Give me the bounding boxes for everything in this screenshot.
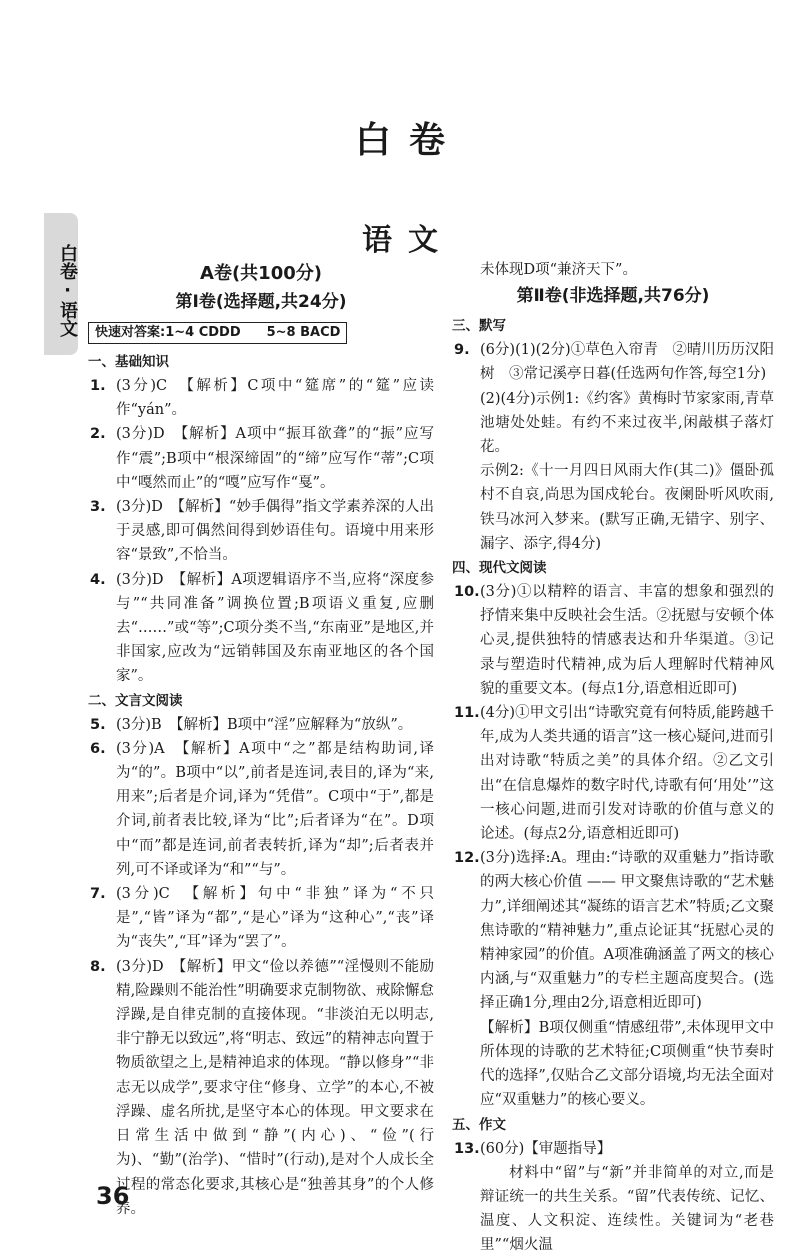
item-number: 11. [454, 705, 480, 722]
item-text: (3分)①以精粹的语言、丰富的想象和强烈的抒情来集中反映社会生活。②抚慰与安顿个体心灵,提供独特的情感表达和升华渠道。③记录与塑造时代精神,成为后人理解时代精神风貌的重要文本。(每点1分,语意相近即可) [480, 584, 774, 697]
page-title: 白卷 [354, 120, 463, 161]
subject-title: 语文 [362, 223, 454, 258]
item-number: 3. [90, 499, 106, 516]
answer-item [452, 580, 774, 701]
item-text: (60分)【审题指导】 [480, 1140, 612, 1157]
item-number: 6. [90, 740, 106, 757]
item-number: 8. [90, 958, 106, 975]
item-text: (3分)C 【解析】C项中“筵席”的“筵”应读作“yán”。 [116, 378, 434, 419]
item-number: 10. [454, 584, 480, 601]
item-text: 材料中“留”与“新”并非简单的对立,而是辩证统一的共生关系。“留”代表传统、记忆、温度、人文积淀、连续性。关键词为“老巷里”“烟火温 [480, 1164, 774, 1254]
page-number: 36 [96, 1182, 130, 1210]
item-text: (3分)A 【解析】A项中“之”都是结构助词,译为“的”。B项中“以”,前者是连词,表目的,译为“来,用来”;后者是介词,译为“凭借”。C项中“于”,都是介词,前者表比较,译为“比”;后者译为“在”。D项中“而”都是连词,前者表转折,译为“却”;后者表并列,可不译或译为“和”“与”。 [116, 740, 434, 878]
item-text: (6分)(1)(2分)①草色入帘青 ②晴川历历汉阳树 ③常记溪亭日暮(任选两句作答,每空1分) [480, 342, 774, 383]
section-heading-essay: 五、作文 [452, 1116, 506, 1133]
section-heading-dictation: 三、默写 [452, 318, 506, 335]
item-number: 5. [90, 716, 106, 733]
item-number: 4. [90, 571, 106, 588]
item-number: 12. [454, 850, 480, 867]
item-text: (3分)D 【解析】A项逻辑语序不当,应将“深度参与”“共同准备”调换位置;B项语义重复,应删去“……”或“等”;C项分类不当,“东南亚”是地区,并非国家,应改为“远销韩国及东南亚地区的各个国家”。 [116, 571, 434, 685]
item-text: (3分)D 【解析】甲文“俭以养德”“淫慢则不能励精,险躁则不能治性”明确要求克制物欲、戒除懈怠浮躁,是自律克制的直接体现。“非淡泊无以明志,非宁静无以致远”,将“明志、致远”的精神志向置于物质欲望之上,是精神追求的体现。“静以修身”“非志无以成学”,要求守住“修身、立学”的本心,不被浮躁、虚名所扰,是坚守本心的体现。甲文要求在日常生活中做到“静”(内心)、“俭”(行为)、“勤”(治学)、“惜时”(行动),是对个人成长全过程的常态化要求,其核心是“独善其身”的个人修养。 [116, 958, 434, 1217]
quick-answer-box: 快速对答案:1~4 CDDD 5~8 BACD [88, 322, 347, 344]
left-column [88, 258, 434, 1221]
answer-item [88, 955, 434, 1221]
item-text: (3分)B 【解析】B项中“淫”应解释为“放纵”。 [116, 716, 413, 733]
item-text: (3分)选择:A。理由:“诗歌的双重魅力”指诗歌的两大核心价值 —— 甲文聚焦诗歌的“艺术魅力”,详细阐述其“凝练的语言艺术”特质;乙文聚焦诗歌的“精神魅力”,重点论证其“抚慰心灵的精神家园”的价值。A项准确涵盖了两文的核心内涵,与“双重魅力”的专栏主题高度契合。(选择正确1分,理由2分,语意相近即可) [480, 850, 774, 1012]
answer-item [452, 846, 774, 1112]
answer-item [452, 1137, 774, 1258]
item-text: (4分)①甲文引出“诗歌究竟有何特质,能跨越千年,成为人类共通的语言”这一核心疑问,进而引出对诗歌“特质之美”的具体介绍。②乙文引出“在信息爆炸的数字时代,诗歌有何‘用处’”这一核心问题,进而引发对诗歌的价值与意义的论述。(每点2分,语意相近即可) [480, 705, 774, 843]
continued-text: 未体现D项“兼济天下”。 [480, 262, 637, 278]
item-text: (3分)D 【解析】A项中“振耳欲聋”的“振”应写作“震”;B项中“根深缔固”的“缔”应写作“蒂”;C项中“嘎然而止”的“嘎”应写作“戛”。 [116, 426, 434, 491]
answer-item [88, 568, 434, 689]
item-text: (3分)D 【解析】“妙手偶得”指文学素养深的人出于灵感,即可偶然间得到妙语佳句。语境中用来形容“景致”,不恰当。 [116, 499, 434, 564]
item-number: 7. [90, 886, 106, 903]
answer-item [88, 422, 434, 495]
item-text: (3分)C 【解析】句中“非独”译为“不只是”,“皆”译为“都”,“是心”译为“这种心”,“丧”译为“丧失”,“耳”译为“罢了”。 [116, 886, 434, 951]
part-2-heading: 第Ⅱ卷(非选择题,共76分) [516, 286, 710, 307]
item-number: 2. [90, 426, 106, 443]
answer-item [88, 495, 434, 568]
item-text: 【解析】B项仅侧重“情感纽带”,未体现甲文中所体现的诗歌的艺术特征;C项侧重“快节奏时代的选择”,仅贴合乙文部分语境,均无法全面对应“双重魅力”的核心要义。 [480, 1019, 774, 1109]
item-number: 1. [90, 378, 106, 394]
answer-item [88, 737, 434, 882]
answer-item [88, 882, 434, 955]
item-text: (2)(4分)示例1:《约客》黄梅时节家家雨,青草池塘处处蛙。有约不来过夜半,闲敲棋子落灯花。 [480, 390, 774, 456]
section-heading-modern-reading: 四、现代文阅读 [452, 560, 547, 577]
answer-item [452, 338, 774, 556]
item-text: 示例2:《十一月四日风雨大作(其二)》僵卧孤村不自哀,尚思为国戍轮台。夜阑卧听风吹雨,铁马冰河入梦来。(默写正确,无错字、别字、漏字、添字,得4分) [480, 463, 774, 552]
item-number: 13. [454, 1140, 480, 1157]
right-column [452, 258, 774, 1258]
section-heading-basics: 一、基础知识 [88, 354, 169, 370]
side-tab-label: 白卷·语文 [57, 243, 78, 337]
answer-item [452, 701, 774, 846]
answer-item [88, 713, 434, 737]
part-1-heading: 第Ⅰ卷(选择题,共24分) [175, 292, 347, 312]
section-a-heading: A卷(共100分) [200, 263, 322, 284]
section-heading-classical: 二、文言文阅读 [88, 692, 183, 709]
item-number: 9. [454, 342, 470, 359]
answer-item [88, 374, 434, 422]
